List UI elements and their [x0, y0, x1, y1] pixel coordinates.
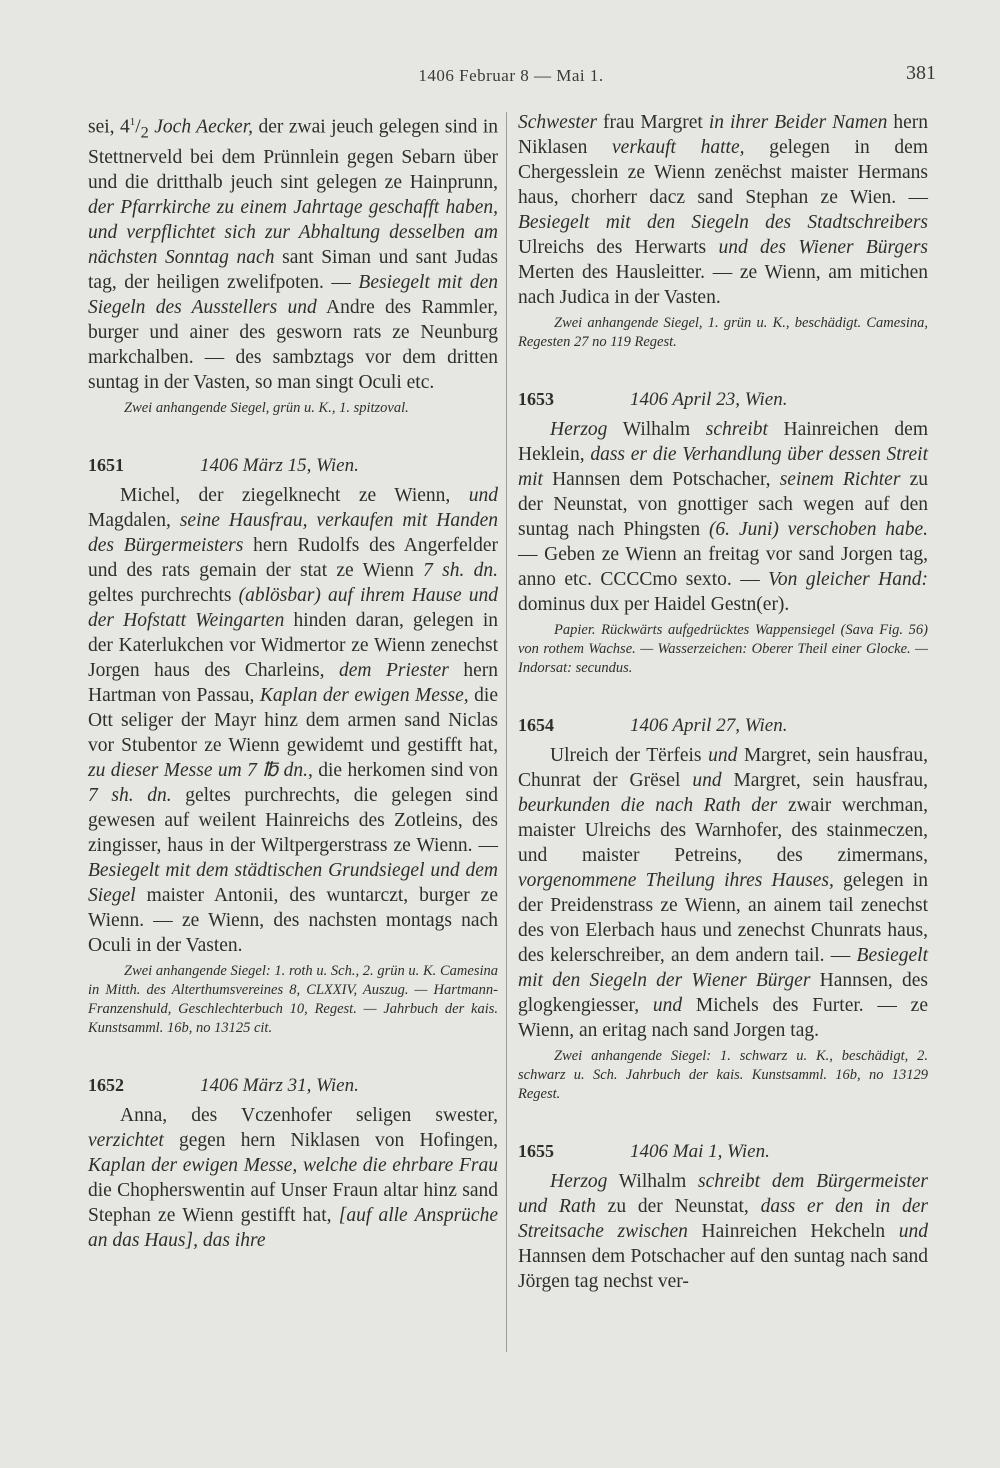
- entry-text: [88, 483, 498, 958]
- text-segment: dem Priester: [339, 660, 449, 682]
- text-segment: und: [692, 770, 722, 791]
- text-segment: [auf alle Ansprüche an das Haus], das ihre: [88, 1205, 498, 1252]
- text-segment: hern Rudolfs des Angerfelder und des rats gemain der stat ze Wienn: [88, 535, 498, 582]
- entry-text: [518, 1169, 928, 1294]
- text-segment: Besiegelt mit dem städtischen Grundsiegel und dem Siegel: [88, 860, 498, 907]
- entry-date: 1406 April 23, Wien.: [630, 389, 788, 410]
- text-segment: Schwester: [518, 112, 598, 133]
- entry-date: 1406 Mai 1, Wien.: [630, 1141, 770, 1162]
- text-segment: verkauft hatte,: [612, 137, 745, 158]
- text-segment: Margret, sein hausfrau, Chunrat der Grësel: [518, 745, 929, 791]
- text-segment: gelegen in dem Chergesslein ze Wienn zenëchst maister Hermans haus, chorherr dacz sand Stephan ze Wien. —: [518, 137, 928, 208]
- text-segment: schreibt: [705, 419, 768, 440]
- text-segment: Hannsen dem Potschacher,: [542, 469, 780, 490]
- text-segment: Hainreichen dem Heklein,: [518, 419, 928, 465]
- text-segment: gelegen in der Preidenstrass ze Wienn, an ainem tail zenechst des von Elerbach haus und zenechst Chunrats haus, des kelerschreiber, an dem andern tail. —: [518, 870, 928, 966]
- text-segment: Von gleicher Hand:: [768, 569, 928, 590]
- right-column: [518, 110, 928, 1294]
- text-segment: dass er die Verhandlung über dessen Streit mit: [518, 444, 929, 490]
- text-segment: maister Antonii, des wuntarczt, burger ze Wienn. — ze Wienn, des nachsten montags nach Oculi in der Vasten.: [88, 885, 498, 957]
- entry-number: 1654: [518, 715, 554, 735]
- entry-number: 1652: [88, 1075, 124, 1096]
- text-segment: hern Hartman von Passau,: [88, 660, 499, 707]
- text-segment: (6. Juni) verschoben habe.: [708, 519, 928, 540]
- text-segment: Hainreichen Hekcheln: [687, 1221, 899, 1242]
- text-segment: Hannsen, des glogkengiesser,: [518, 970, 928, 1016]
- left-column: [88, 110, 498, 1253]
- text-segment: hern Niklasen: [518, 112, 929, 158]
- text-segment: (ablösbar) auf ihrem Hause und der Hofstatt Weingarten: [88, 585, 498, 632]
- text-segment: zwair werchman, maister Ulreichs des Warnhofer, des stainmeczen, und maister Petreins, des zimermans,: [518, 795, 929, 866]
- text-segment: Herzog: [550, 1171, 608, 1192]
- entry-text: [518, 417, 928, 617]
- column-divider: [506, 112, 507, 1352]
- text-segment: schreibt dem Bürgermeister und Rath: [518, 1171, 928, 1217]
- text-segment: sant Siman und sant Judas tag, der heiligen zwelifpoten. —: [88, 247, 499, 294]
- text-segment: die herkomen sind von: [312, 760, 498, 782]
- text-segment: 1: [129, 116, 136, 128]
- entry-text: [88, 1103, 498, 1253]
- seal-note: Zwei anhangende Siegel, 1. grün u. K., beschädigt. Camesina, Regesten 27 no 119 Regest.: [518, 315, 928, 350]
- text-segment: beurkunden die nach Rath der: [518, 795, 778, 816]
- text-segment: Wilhalm: [607, 419, 706, 440]
- text-segment: seinem Richter: [779, 469, 901, 490]
- text-segment: Kaplan der ewigen Messe, welche die ehrbare Frau: [88, 1155, 498, 1177]
- text-segment: Merten des Hausleitter. — ze Wienn, am mitichen nach Judica in der Vasten.: [518, 262, 928, 308]
- entry-number: 1651: [88, 455, 124, 476]
- continued-text: [518, 110, 928, 310]
- text-segment: dass er den in der Streitsache zwischen: [518, 1196, 928, 1242]
- entry-number: 1653: [518, 389, 554, 409]
- text-segment: der zwai jeuch gelegen sind in Stettnerveld bei dem Prünnlein gegen Sebarn über und die dritthalb jeuch sint gelegen ze Hainprunn,: [88, 116, 498, 194]
- seal-note: Zwei anhangende Siegel: 1. roth u. Sch., 2. grün u. K. Camesina in Mitth. des Alterthumsvereines 8, CLXXIV, Auszug. — Hartmann-Franzenshuld, Geschlechterbuch 10, Regest. — Jahrbuch der kais. Kunstsamml. 16b, no 13125 cit.: [88, 963, 498, 1037]
- entry-date: 1406 April 27, Wien.: [630, 715, 788, 736]
- text-segment: sei, 4: [88, 116, 130, 138]
- text-segment: Michel, der ziegelknecht ze Wienn,: [120, 485, 469, 507]
- text-segment: Michels des Furter. — ze Wienn, an eritag nach sand Jorgen tag.: [518, 995, 928, 1041]
- text-segment: gegen hern Niklasen von Hofingen,: [163, 1130, 498, 1152]
- text-segment: geltes purchrechts, die gelegen sind gewesen auf weilent Hainreichs des Zotleins, des zingisser, haus in der Wiltpergerstrass ze Wienn. —: [88, 785, 498, 857]
- text-segment: Besiegelt mit den Siegeln der Wiener Bürger: [518, 945, 928, 991]
- entry-heading: [518, 1138, 928, 1165]
- text-segment: die Ott seliger der Mayr hinz dem armen sand Niclas vor Stubentor ze Wienn gewidemt und gestifft hat,: [88, 685, 498, 757]
- entry-heading: [88, 1072, 498, 1099]
- text-segment: geltes purchrechts: [88, 585, 239, 607]
- text-segment: Joch Aecker,: [148, 116, 254, 138]
- text-segment: seine Hausfrau, verkaufen mit Handen des Bürgermeisters: [88, 510, 498, 557]
- text-segment: /: [135, 116, 141, 138]
- text-segment: und: [898, 1221, 928, 1242]
- seal-note: Zwei anhangende Siegel, grün u. K., 1. spitzoval.: [124, 400, 409, 417]
- text-segment: dominus dux per Haidel Gestn(er).: [518, 594, 790, 615]
- text-segment: 7 sh. dn.: [88, 785, 172, 807]
- text-segment: Ulreichs des Herwarts: [518, 237, 719, 258]
- text-segment: Besiegelt mit den Siegeln des Ausstellers und: [88, 272, 498, 319]
- text-segment: und des Wiener Bürgers: [718, 237, 928, 258]
- text-segment: zu der Neunstat, von gnottiger sach wegen auf den suntag nach Phingsten: [518, 469, 928, 540]
- text-segment: Andre des Rammler, burger und ainer des gesworn rats ze Neunburg markchalben. — des sambztags vor dem dritten suntag in der Vasten, so man singt Oculi etc.: [88, 297, 498, 394]
- text-segment: in ihrer Beider Namen: [708, 112, 888, 133]
- entry-text: [518, 743, 928, 1043]
- text-segment: der Pfarrkirche zu einem Jahrtage geschafft haben, und verpflichtet sich zur Abhaltung desselben am nächsten Sonntag nach: [88, 197, 498, 269]
- entry-date: 1406 März 31, Wien.: [200, 1075, 359, 1097]
- continued-text: [88, 110, 498, 395]
- text-segment: und: [708, 745, 738, 766]
- text-segment: Besiegelt mit den Siegeln des Stadtschreibers: [518, 212, 928, 233]
- seal-note: Zwei anhangende Siegel: 1. schwarz u. K., beschädigt, 2. schwarz u. Sch. Jahrbuch der kais. Kunstsamml. 16b, no 13129 Regest.: [518, 1048, 928, 1102]
- text-segment: 7 sh. dn.: [423, 560, 498, 582]
- text-segment: zu der Neunstat,: [595, 1196, 761, 1217]
- text-segment: vorgenommene Theilung ihres Hauses,: [518, 870, 834, 891]
- text-segment: Margret, sein hausfrau,: [721, 770, 928, 791]
- text-segment: — Geben ze Wienn an freitag vor sand Jorgen tag, anno etc. CCCCmo sexto. —: [518, 544, 928, 590]
- text-segment: die Chopherswentin auf Unser Fraun altar hinz sand Stephan ze Wienn gestifft hat,: [88, 1180, 498, 1227]
- text-segment: Anna, des Vczenhofer seligen swester,: [120, 1105, 498, 1127]
- text-segment: Herzog: [550, 419, 608, 440]
- running-title: 1406 Februar 8 — Mai 1.: [418, 66, 604, 85]
- seal-note: Papier. Rückwärts aufgedrücktes Wappensiegel (Sava Fig. 56) von rothem Wachse. — Wasserzeichen: Oberer Theil einer Glocke. — Indorsat: secundus.: [518, 622, 928, 676]
- entry-heading: [518, 712, 928, 739]
- text-segment: frau Margret: [597, 112, 709, 133]
- text-segment: und: [652, 995, 683, 1016]
- page-header: [86, 62, 936, 92]
- text-segment: verzichtet: [88, 1130, 164, 1152]
- entry-heading: [88, 452, 498, 479]
- text-segment: und: [468, 485, 498, 507]
- text-segment: Hannsen dem Potschacher auf den suntag nach sand Jörgen tag nechst ver-: [518, 1246, 928, 1292]
- text-segment: Magdalen,: [88, 510, 180, 532]
- entry-number: 1655: [518, 1141, 554, 1161]
- text-segment: Wilhalm: [607, 1171, 698, 1192]
- page-number: 381: [906, 62, 936, 84]
- text-segment: Kaplan der ewigen Messe,: [259, 685, 469, 707]
- text-segment: 2: [140, 123, 149, 142]
- entry-heading: [518, 386, 928, 413]
- text-segment: Ulreich der Tërfeis: [550, 745, 709, 766]
- entry-date: 1406 März 15, Wien.: [200, 455, 359, 477]
- text-segment: zu dieser Messe um 7 ℔ dn.,: [88, 760, 313, 782]
- text-segment: hinden daran, gelegen in der Katerlukchen vor Widmertor ze Wienn zenechst Jorgen haus des Charleins,: [88, 610, 498, 682]
